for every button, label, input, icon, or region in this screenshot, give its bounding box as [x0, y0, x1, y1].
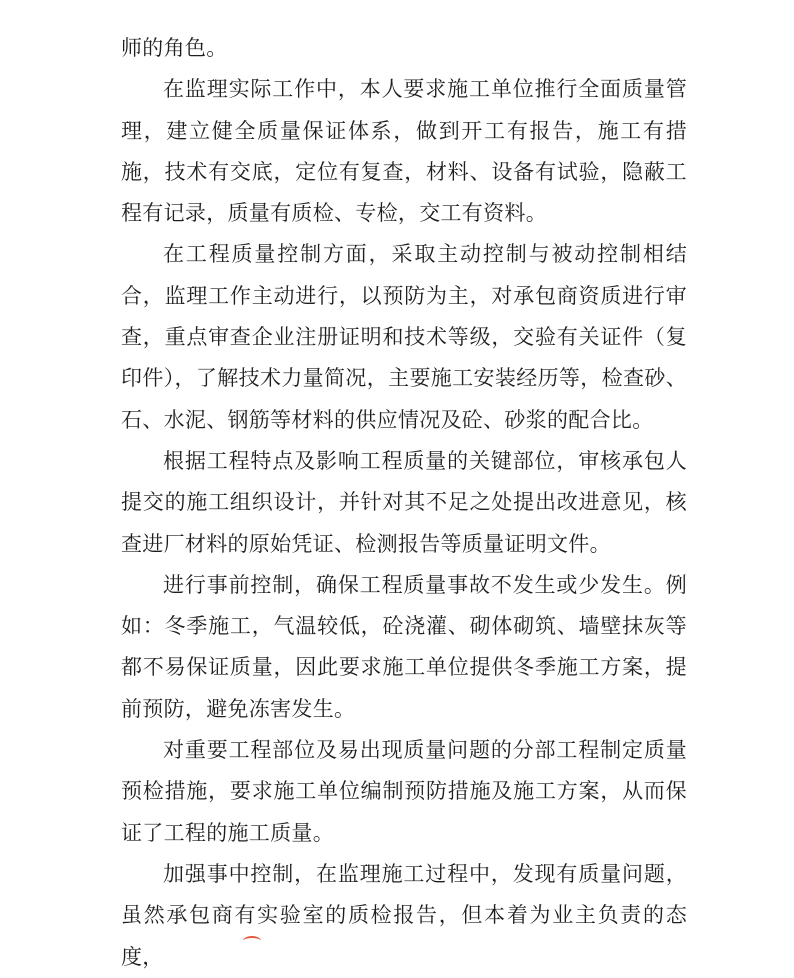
paragraph-quality-control: 在工程质量控制方面，采取主动控制与被动控制相结合，监理工作主动进行，以预防为主，对承包商资质进行审查，重点审查企业注册证明和技术等级，交验有关证件（复印件），了解技术力量简况，主要施工安装经历等，检查砂、石、水泥、钢筋等材料的供应情况及砼、砂浆的配合比。	[121, 242, 687, 432]
paragraph-in-process-control: 加强事中控制，在监理施工过程中，发现有质量问题，虽然承包商有实验室的质检报告，但本着为业主负责的态度，	[121, 861, 687, 969]
paragraph-pre-inspection: 对重要工程部位及易出现质量问题的分部工程制定质量预检措施，要求施工单位编制预防措施及施工方案，从而保证了工程的施工质量。	[121, 738, 687, 845]
paragraph-prior-control: 进行事前控制，确保工程质量事故不发生或少发生。例如：冬季施工，气温较低，砼浇灌、砌体砌筑、墙壁抹灰等都不易保证质量，因此要求施工单位提供冬季施工方案，提前预防，避免冻害发生。	[121, 572, 687, 721]
paragraph-quality-management: 在监理实际工作中，本人要求施工单位推行全面质量管理，建立健全质量保证体系，做到开工有报告，施工有措施，技术有交底，定位有复查，材料、设备有试验，隐蔽工程有记录，质量有质检、专检，交工有资料。	[121, 77, 687, 226]
paragraph-continuation: 师的角色。	[121, 36, 228, 60]
document-body	[121, 28, 687, 978]
paragraph-key-parts-review: 根据工程特点及影响工程质量的关键部位，审核承包人提交的施工组织设计，并针对其不足之处提出改进意见，核查进厂材料的原始凭证、检测报告等质量证明文件。	[121, 448, 687, 556]
stamp-edge-mark	[243, 936, 261, 946]
